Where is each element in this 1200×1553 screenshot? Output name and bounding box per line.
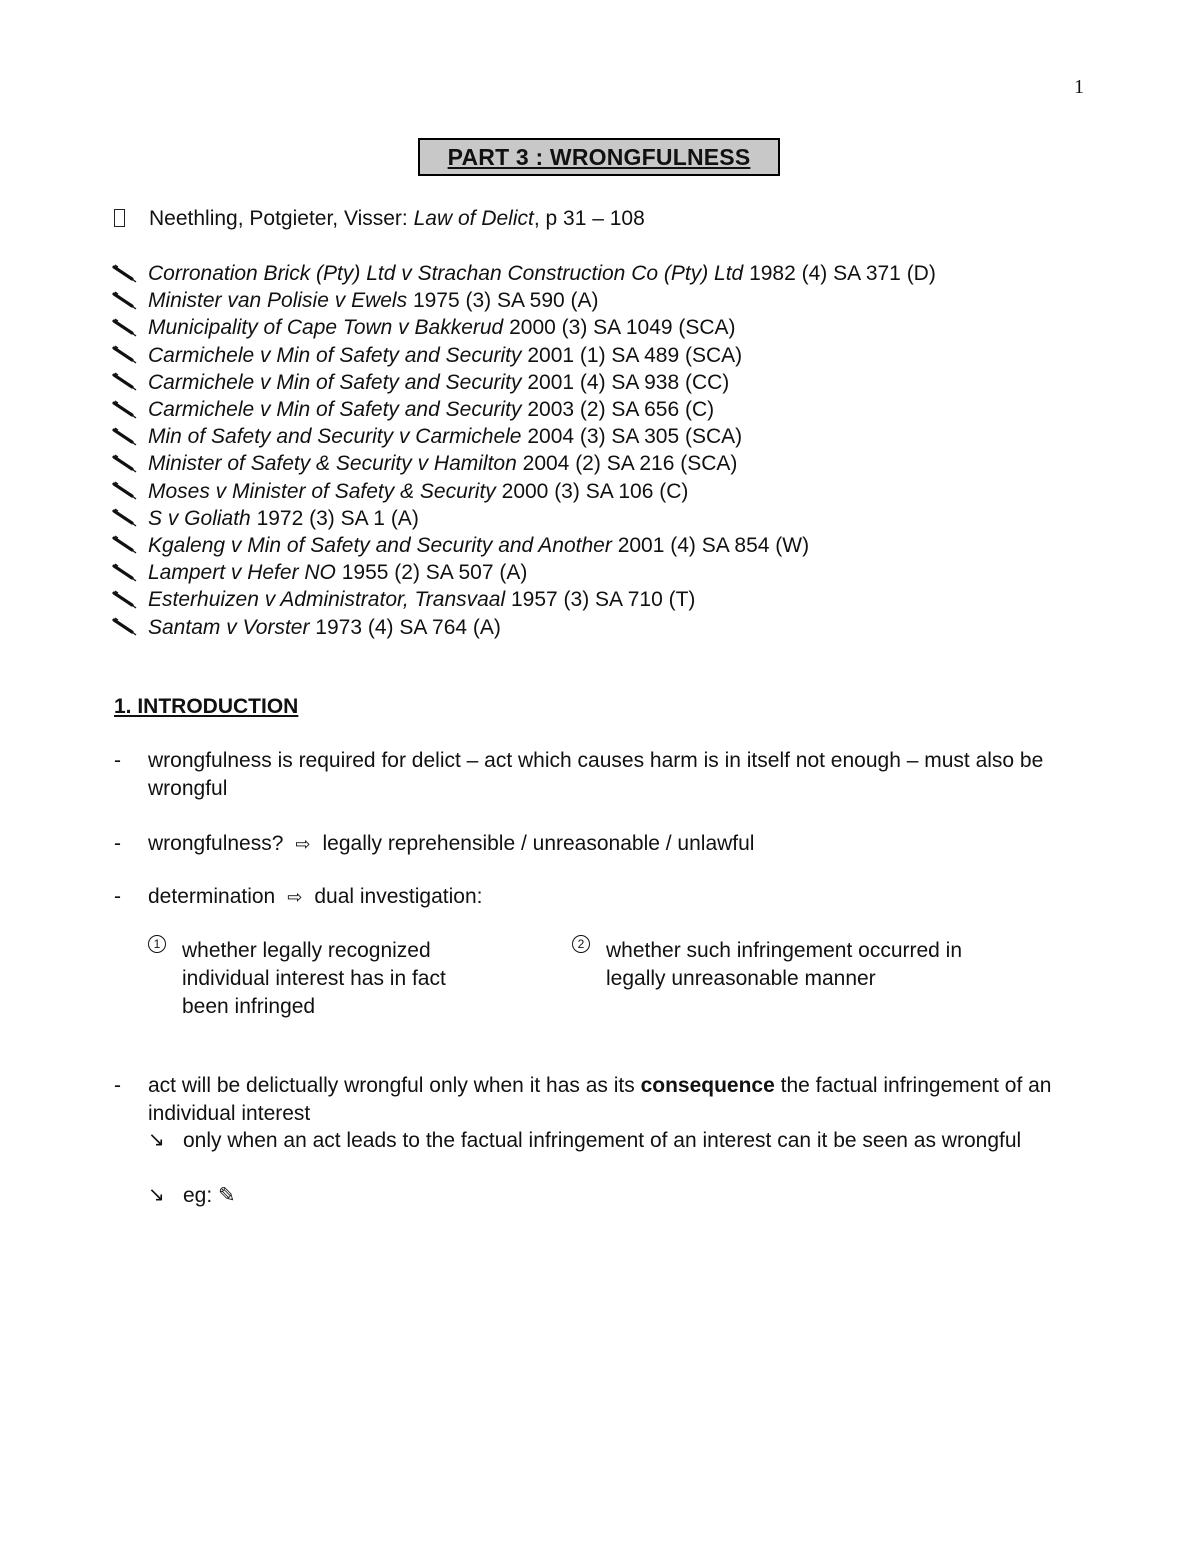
pen-icon — [112, 291, 138, 311]
bullet-text: determination — [148, 885, 276, 908]
case-name: Moses v Minister of Safety & Security — [148, 479, 496, 503]
point-text: whether such infringement occurred in legally unreasonable manner — [606, 939, 963, 990]
case-name: Municipality of Cape Town v Bakkerud — [148, 316, 504, 340]
case-name: Minister of Safety & Security v Hamilton — [148, 452, 517, 476]
case-item — [112, 450, 936, 477]
case-item — [112, 369, 936, 396]
pen-icon — [112, 400, 138, 420]
case-name: Lampert v Hefer NO — [148, 561, 336, 585]
case-citation: 2001 (1) SA 489 (SCA) — [527, 343, 743, 367]
pen-icon — [112, 454, 138, 474]
case-citation: 2001 (4) SA 938 (CC) — [527, 370, 730, 394]
dash: - — [114, 749, 121, 772]
case-item — [112, 478, 936, 505]
case-name: Corronation Brick (Pty) Ltd v Strachan Construction Co (Pty) Ltd — [148, 262, 744, 286]
case-item — [112, 260, 936, 287]
case-list — [112, 260, 936, 641]
case-citation: 2001 (4) SA 854 (W) — [617, 533, 810, 557]
pen-icon — [112, 617, 138, 637]
pen-icon — [112, 318, 138, 338]
case-citation: 1973 (4) SA 764 (A) — [315, 615, 501, 639]
pen-icon — [112, 563, 138, 583]
bullet-wrongfulness-required — [114, 747, 1078, 802]
right-arrow-icon: ⇨ — [295, 834, 311, 854]
pen-icon — [112, 508, 138, 528]
case-item — [112, 505, 936, 532]
sub-point-factual-infringement — [148, 1127, 1063, 1155]
case-name: Carmichele v Min of Safety and Security — [148, 343, 522, 367]
case-name: Carmichele v Min of Safety and Security — [148, 370, 522, 394]
case-citation: 2003 (2) SA 656 (C) — [527, 398, 715, 422]
bold-term: consequence — [640, 1074, 775, 1097]
case-citation: 1955 (2) SA 507 (A) — [341, 561, 528, 585]
case-citation: 2000 (3) SA 1049 (SCA) — [509, 316, 736, 340]
case-item — [112, 423, 936, 450]
case-citation: 1975 (3) SA 590 (A) — [412, 289, 599, 313]
case-citation: 1957 (3) SA 710 (T) — [511, 588, 696, 612]
case-item — [112, 314, 936, 341]
case-citation: 2004 (3) SA 305 (SCA) — [527, 425, 743, 449]
case-citation: 2004 (2) SA 216 (SCA) — [522, 452, 738, 476]
reference-pages: , p 31 – 108 — [533, 207, 645, 230]
title-box — [418, 138, 780, 176]
case-citation: 1982 (4) SA 371 (D) — [749, 262, 936, 286]
point-text: whether legally recognized individual interest has in fact been infringed — [182, 939, 446, 1018]
pen-icon — [112, 264, 138, 284]
pen-icon — [112, 427, 138, 447]
bullet-text: act will be delictually wrongful only when it has as its — [148, 1074, 635, 1097]
bullet-consequence — [114, 1072, 1078, 1127]
circled-number-1: 1 — [148, 935, 166, 953]
case-item — [112, 586, 936, 613]
bullet-text: the factual infringement of an individual interest — [148, 1074, 1052, 1125]
sub-point-example — [148, 1182, 1063, 1210]
page-title: PART 3 : WRONGFULNESS — [447, 143, 751, 170]
reference-line — [114, 207, 645, 231]
case-name: Kgaleng v Min of Safety and Security and Another — [148, 533, 612, 557]
case-name: Santam v Vorster — [148, 615, 310, 639]
bullet-text: wrongfulness? — [148, 832, 284, 855]
investigation-point-2 — [572, 937, 966, 993]
circled-number-2: 2 — [572, 935, 590, 953]
southeast-arrow-icon: ↘ — [148, 1184, 165, 1206]
right-arrow-icon: ⇨ — [287, 887, 303, 907]
dash: - — [114, 885, 121, 908]
pen-icon — [112, 481, 138, 501]
case-name: Esterhuizen v Administrator, Transvaal — [148, 588, 506, 612]
case-citation: 2000 (3) SA 106 (C) — [501, 479, 689, 503]
pencil-icon: ✎ — [218, 1184, 236, 1207]
reference-authors: Neethling, Potgieter, Visser: — [149, 207, 408, 230]
case-citation: 1972 (3) SA 1 (A) — [256, 506, 419, 530]
reference-book: Law of Delict — [413, 207, 534, 230]
bullet-wrongfulness-definition — [114, 830, 1078, 859]
case-item — [112, 342, 936, 369]
sub-text: only when an act leads to the factual infringement of an interest can it be seen as wrongful — [183, 1129, 1022, 1152]
case-name: Min of Safety and Security v Carmichele — [148, 425, 522, 449]
pen-icon — [112, 535, 138, 555]
section-heading: 1. INTRODUCTION — [114, 695, 299, 718]
case-name: Minister van Polisie v Ewels — [148, 289, 408, 313]
bullet-text: legally reprehensible / unreasonable / unlawful — [322, 832, 755, 855]
case-item — [112, 559, 936, 586]
pen-icon — [112, 590, 138, 610]
case-name: Carmichele v Min of Safety and Security — [148, 398, 522, 422]
bullet-text: wrongfulness is required for delict – act which causes harm is in itself not enough – must also be wrongful — [148, 749, 1044, 800]
dash: - — [114, 1074, 121, 1097]
investigation-point-1 — [148, 937, 482, 1021]
bullet-determination — [114, 883, 1078, 912]
pen-icon — [112, 345, 138, 365]
case-item — [112, 613, 936, 640]
page-number: 1 — [1074, 76, 1084, 98]
sub-text: eg: — [183, 1184, 213, 1207]
southeast-arrow-icon: ↘ — [148, 1129, 165, 1151]
case-name: S v Goliath — [148, 506, 251, 530]
case-item — [112, 287, 936, 314]
book-icon — [114, 209, 125, 227]
pen-icon — [112, 372, 138, 392]
bullet-text: dual investigation: — [314, 885, 483, 908]
dash: - — [114, 832, 121, 855]
case-item — [112, 532, 936, 559]
case-item — [112, 396, 936, 423]
